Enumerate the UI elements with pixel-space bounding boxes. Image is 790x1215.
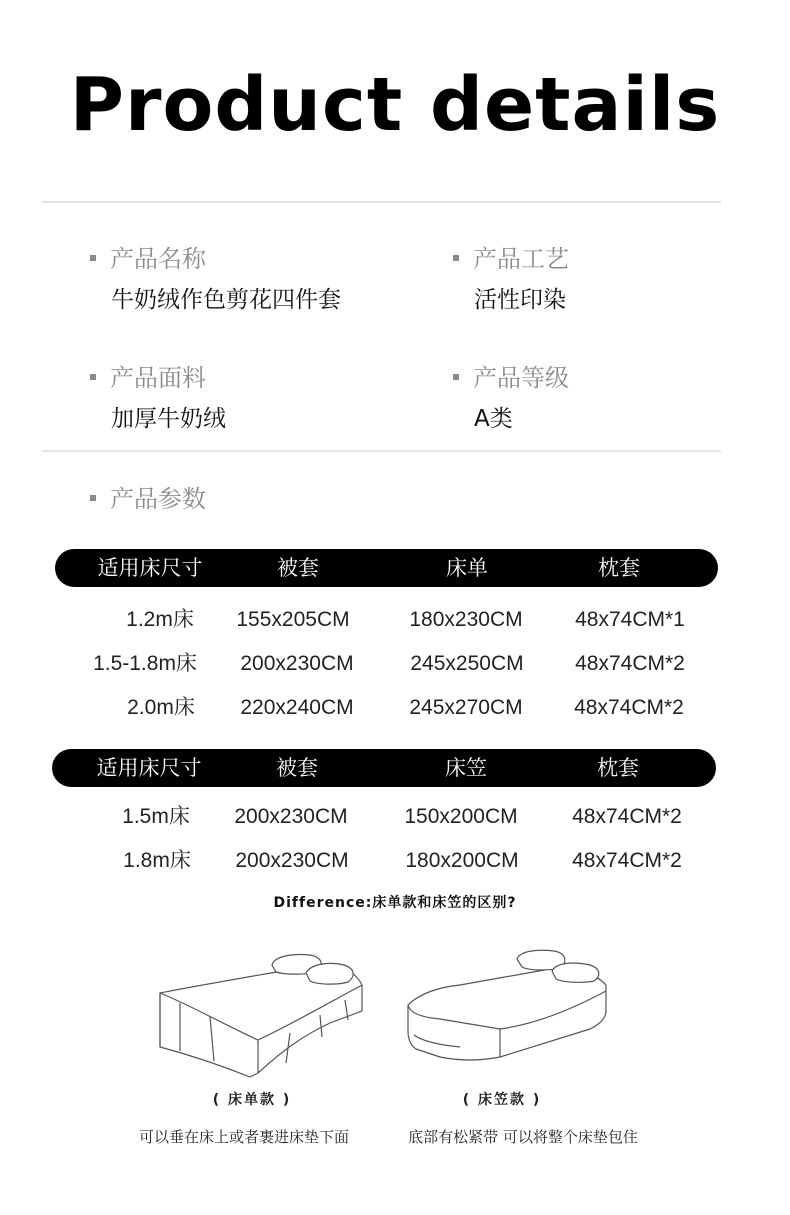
table1-header-sheet: 床单 (446, 556, 488, 580)
table-cell: 200x230CM (240, 652, 354, 675)
product-params-label: 产品参数 (90, 482, 206, 516)
table-row (0, 693, 790, 723)
info-product-craft (453, 242, 569, 314)
difference-title: Difference:床单款和床笠的区别? (273, 895, 517, 911)
page-title: Product details (69, 62, 721, 148)
table-cell: 220x240CM (240, 696, 354, 719)
info-product-params (90, 482, 206, 516)
table2-header-duvet: 被套 (276, 756, 318, 780)
table-row (0, 605, 790, 635)
table-row (0, 802, 790, 832)
table-cell: 48x74CM*2 (574, 696, 684, 719)
product-grade-label: 产品等级 (453, 361, 569, 395)
table-cell: 150x200CM (404, 805, 518, 828)
fitted-sheet-caption: ( 床笠款 ) (462, 1092, 542, 1108)
flat-sheet-caption: ( 床单款 ) (212, 1092, 292, 1108)
info-product-fabric (90, 361, 226, 433)
flat-sheet-bed-illustration (140, 945, 380, 1080)
product-name-value: 牛奶绒作色剪花四件套 (111, 287, 341, 313)
table2-header-fitted: 床笠 (445, 756, 487, 780)
divider (42, 450, 721, 452)
divider (42, 201, 721, 203)
table-cell: 1.5m床 (122, 805, 190, 828)
product-fabric-label: 产品面料 (90, 361, 226, 395)
table1-header (55, 549, 718, 587)
table-cell: 155x205CM (236, 608, 350, 631)
table1-header-size: 适用床尺寸 (97, 556, 203, 580)
product-craft-value: 活性印染 (474, 287, 566, 313)
table-cell: 48x74CM*1 (575, 608, 685, 631)
table1-header-pillow: 枕套 (598, 556, 640, 580)
table2-header-pillow: 枕套 (597, 756, 639, 780)
product-craft-label: 产品工艺 (453, 242, 569, 276)
table2-header-size: 适用床尺寸 (96, 756, 202, 780)
table-cell: 245x250CM (410, 652, 524, 675)
table-cell: 245x270CM (409, 696, 523, 719)
table-cell: 48x74CM*2 (572, 849, 682, 872)
fitted-sheet-description: 底部有松紧带 可以将整个床垫包住 (408, 1128, 638, 1146)
fitted-sheet-bed-illustration (400, 945, 615, 1075)
table-cell: 2.0m床 (127, 696, 195, 719)
table-row (0, 846, 790, 876)
table-cell: 1.8m床 (123, 849, 191, 872)
table-cell: 180x230CM (409, 608, 523, 631)
product-grade-value: A类 (474, 406, 513, 432)
product-fabric-value: 加厚牛奶绒 (111, 406, 226, 432)
table-cell: 200x230CM (235, 849, 349, 872)
info-product-name (90, 242, 341, 314)
table-cell: 48x74CM*2 (572, 805, 682, 828)
table2-header (52, 749, 716, 787)
table-cell: 48x74CM*2 (575, 652, 685, 675)
product-name-label: 产品名称 (90, 242, 341, 276)
info-product-grade (453, 361, 569, 433)
table-cell: 1.5-1.8m床 (93, 652, 197, 675)
table-cell: 1.2m床 (126, 608, 194, 631)
table-cell: 200x230CM (234, 805, 348, 828)
table1-header-duvet: 被套 (277, 556, 319, 580)
table-cell: 180x200CM (405, 849, 519, 872)
flat-sheet-description: 可以垂在床上或者裹进床垫下面 (138, 1128, 350, 1146)
table-row (0, 649, 790, 679)
